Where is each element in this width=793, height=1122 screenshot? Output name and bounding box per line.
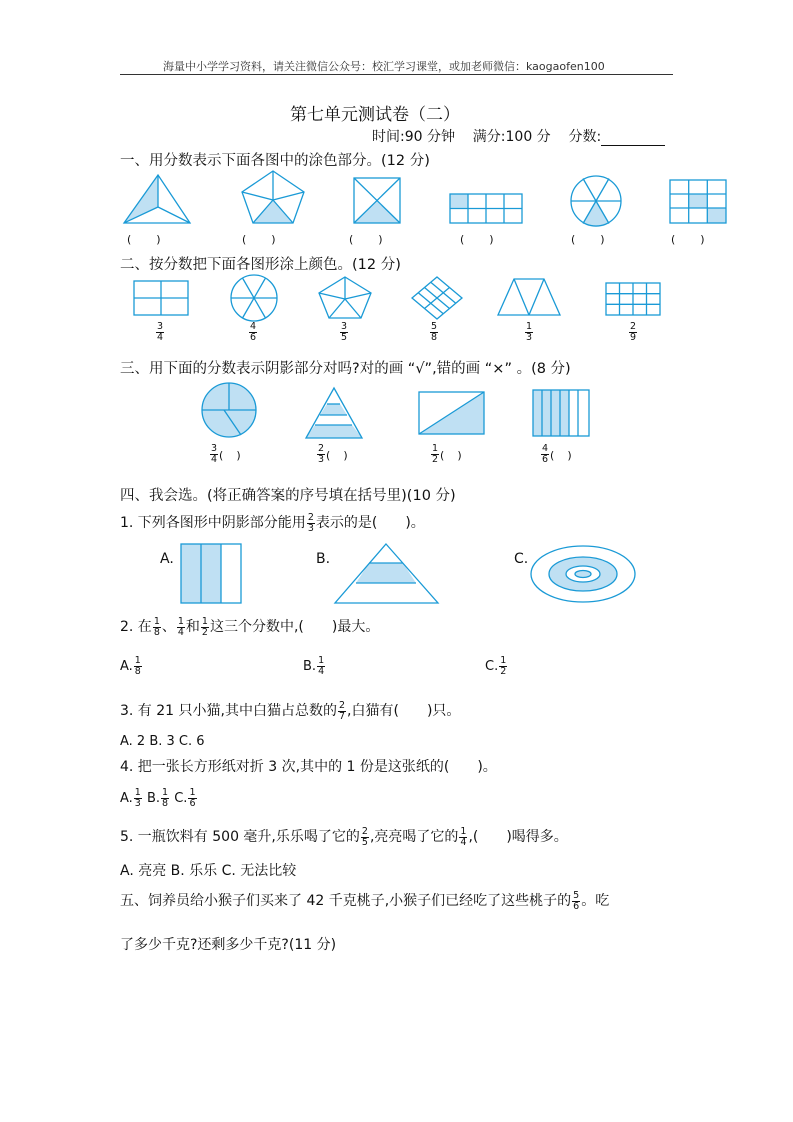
s1-fig-triangle [124,175,192,225]
s3-answer-2[interactable]: ( ) [326,449,349,462]
exam-time: 时间:90 分钟 [372,129,455,145]
q2-option-c[interactable]: C. $\frac{1}{2}$ [485,655,507,677]
q2-option-a[interactable]: A. $\frac{1}{8}$ [120,655,141,677]
q3-stem: 3. 有 21 只小猫,其中白猫占总数的 $\frac{2}{7}$ ,白猫有( )只。 [120,699,461,722]
s1-answer-6[interactable]: ( ) [671,233,706,246]
s1-fig-circle [570,175,624,227]
q1-stem: 1. 下列各图形中阴影部分能用 $\frac{2}{3}$ 表示的是( )。 [120,511,425,534]
q2-option-b[interactable]: B. $\frac{1}{4}$ [303,655,325,677]
s2-frac-3: $\frac{3}{5}$ [341,321,348,343]
s2-fig-rect-quarters[interactable] [133,280,189,316]
q1-fig-a-rect [180,543,244,605]
exam-score-label: 分数: [568,129,602,145]
q5-options[interactable]: A. 亮亮 B. 乐乐 C. 无法比较 [120,863,297,879]
exam-full-score: 满分:100 分 [472,129,551,145]
q2-stem: 2. 在 $\frac{1}{8}$ 、 $\frac{1}{4}$ 和 $\frac{1}{2}$ 这三个分数中,( )最大。 [120,615,380,638]
s1-answer-3[interactable]: ( ) [349,233,384,246]
q1-fig-c-ellipses [530,545,638,605]
s1-fig-grid-rect [449,193,525,225]
q4-options[interactable]: A. $\frac{1}{3}$ B. $\frac{1}{8}$ C. $\frac{1}{6}$ [120,787,196,809]
s2-frac-4: $\frac{5}{8}$ [431,321,438,343]
page-title: 第七单元测试卷（二） [290,105,460,125]
s1-answer-2[interactable]: ( ) [242,233,277,246]
s3-item-2: $\frac{2}{3}$ ( ) [318,443,349,465]
s3-item-4: $\frac{4}{6}$ ( ) [542,443,573,465]
section-2-title: 二、按分数把下面各图形涂上颜色。(12 分) [120,257,401,273]
s2-frac-5: $\frac{1}{3}$ [526,321,533,343]
q1-fig-b-triangle [334,543,440,605]
q1-option-a-label[interactable]: A. [160,551,174,567]
header-rule [120,74,673,75]
q3-options[interactable]: A. 2 B. 3 C. 6 [120,734,205,749]
s3-answer-1[interactable]: ( ) [219,449,242,462]
score-blank[interactable] [601,132,665,146]
s2-fig-grid-ninths[interactable] [605,282,661,316]
exam-meta [372,126,665,146]
q1-option-b-label[interactable]: B. [316,551,331,567]
section-4-title: 四、我会选。(将正确答案的序号填在括号里)(10 分) [120,488,456,504]
section-5-line-1: 五、饲养员给小猴子们买来了 42 千克桃子,小猴子们已经吃了这些桃子的 $\frac{5}{6}$ 。吃 [120,889,610,912]
s3-answer-4[interactable]: ( ) [550,449,573,462]
s3-item-1: $\frac{3}{4}$ ( ) [211,443,242,465]
s3-fig-striped-rect [532,389,590,437]
q1-option-c-label[interactable]: C. [514,551,529,567]
s2-frac-6: $\frac{2}{9}$ [630,321,637,343]
q4-stem: 4. 把一张长方形纸对折 3 次,其中的 1 份是这张纸的( )。 [120,759,497,775]
q5-stem: 5. 一瓶饮料有 500 毫升,乐乐喝了它的 $\frac{2}{5}$ ,亮亮喝了它的 $\frac{1}{4}$ ,( )喝得多。 [120,825,568,848]
s3-fig-circle [201,382,259,440]
s2-frac-1: $\frac{3}{4}$ [157,321,164,343]
section-5-line-2: 了多少千克?还剩多少千克?(11 分) [120,937,337,953]
s2-fig-pentagon-fifths[interactable] [318,276,372,320]
s1-fig-square [353,177,403,225]
s1-answer-1[interactable]: ( ) [127,233,162,246]
s1-fig-pentagon [241,170,307,226]
section-1-title: 一、用分数表示下面各图中的涂色部分。(12 分) [120,153,430,169]
s1-answer-5[interactable]: ( ) [571,233,606,246]
s3-fig-rect-diagonal [418,391,486,435]
s2-fig-trapezoid-thirds[interactable] [497,278,561,316]
s1-answer-4[interactable]: ( ) [460,233,495,246]
s3-fig-triangle [305,387,363,439]
s3-item-3: $\frac{1}{2}$ ( ) [432,443,463,465]
s1-fig-3x3-grid [669,179,727,225]
section-3-title: 三、用下面的分数表示阴影部分对吗?对的画 “√”,错的画 “×” 。(8 分) [120,361,571,377]
header-notice: 海量中小学学习资料，请关注微信公众号：校汇学习课堂，或加老师微信：kaogaofen100 [163,60,605,73]
s2-fig-circle-sixths[interactable] [229,274,279,324]
s3-answer-3[interactable]: ( ) [440,449,463,462]
s2-fig-rhombus-eighths[interactable] [410,276,464,320]
s2-frac-2: $\frac{4}{6}$ [250,321,257,343]
